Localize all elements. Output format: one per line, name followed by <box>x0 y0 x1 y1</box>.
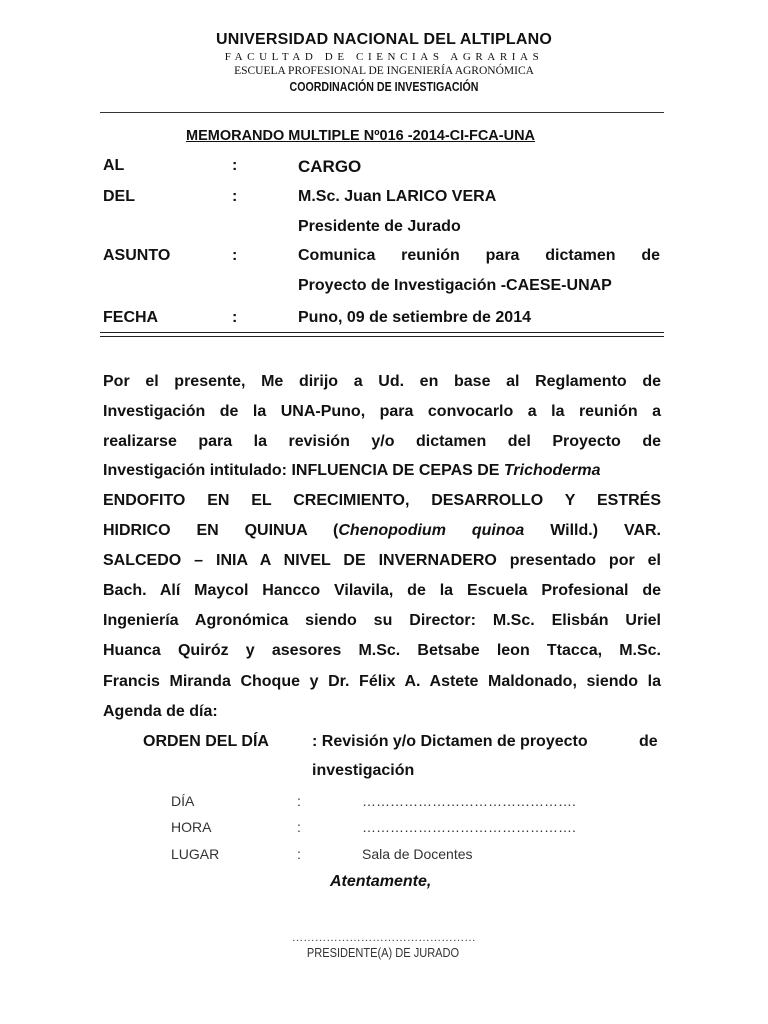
closing-regards: Atentamente, <box>330 873 432 890</box>
time-value: ………………………………………. <box>362 819 576 835</box>
species-trichoderma: Trichoderma <box>503 462 601 479</box>
school-name: ESCUELA PROFESIONAL DE INGENIERÍA AGRONÓMICA <box>234 65 534 77</box>
date-colon: : <box>232 309 238 326</box>
body-line-4-text: Investigación intitulado: INFLUENCIA DE CEPAS DE <box>103 462 504 479</box>
time-label: HORA <box>171 819 212 835</box>
body-line-11: Francis Miranda Choque y Dr. Félix A. Astete Maldonado, siendo la <box>103 673 661 690</box>
subject-value-line-2: Proyecto de Investigación -CAESE-UNAP <box>298 277 612 294</box>
body-line-1: Por el presente, Me dirijo a Ud. en base al Reglamento de <box>103 373 661 390</box>
header-divider <box>100 112 664 113</box>
place-value: Sala de Docentes <box>362 846 473 862</box>
to-label: AL <box>103 157 125 174</box>
coordination-name: COORDINACIÓN DE INVESTIGACIÓN <box>289 80 479 94</box>
agenda-value-line-2: investigación <box>312 762 415 779</box>
body-line-6-text-b: Willd.) VAR. <box>524 522 661 539</box>
date-label: FECHA <box>103 309 159 326</box>
body-line-4 <box>103 462 661 480</box>
memo-title: MEMORANDO MULTIPLE Nº016 -2014-CI-FCA-UNA <box>186 128 536 144</box>
body-line-6 <box>103 522 661 540</box>
place-colon: : <box>297 846 301 862</box>
faculty-name: FACULTAD DE CIENCIAS AGRARIAS <box>224 51 544 63</box>
signature-line: ………………………………………… <box>292 932 476 944</box>
body-line-9: Ingeniería Agronómica siendo su Director: M.Sc. Elisbán Uriel <box>103 612 661 629</box>
agenda-value-line-1: : Revisión y/o Dictamen de proyecto <box>312 733 588 750</box>
day-value: ………………………………………. <box>362 793 576 809</box>
body-line-7: SALCEDO – INIA A NIVEL DE INVERNADERO presentado por el <box>103 552 661 569</box>
body-line-10: Huanca Quiróz y asesores M.Sc. Betsabe leon Ttacca, M.Sc. <box>103 642 661 659</box>
subject-value-line-1: Comunica reunión para dictamen de <box>298 247 660 264</box>
agenda-value-line-1-end: de <box>639 733 658 750</box>
from-value-role: Presidente de Jurado <box>298 218 461 235</box>
body-line-5: ENDOFITO EN EL CRECIMIENTO, DESARROLLO Y ESTRÉS <box>103 492 661 509</box>
day-colon: : <box>297 793 301 809</box>
header-double-divider <box>100 332 664 337</box>
agenda-label: ORDEN DEL DÍA <box>143 733 269 750</box>
place-label: LUGAR <box>171 846 220 862</box>
day-label: DÍA <box>171 793 195 809</box>
body-line-6-text-a: HIDRICO EN QUINUA ( <box>103 522 339 539</box>
body-line-2: Investigación de la UNA-Puno, para convocarlo a la reunión a <box>103 403 661 420</box>
from-colon: : <box>232 188 238 205</box>
body-line-3: realizarse para la revisión y/o dictamen del Proyecto de <box>103 433 661 450</box>
date-value: Puno, 09 de setiembre de 2014 <box>298 309 531 326</box>
to-colon: : <box>232 157 238 174</box>
subject-colon: : <box>232 247 238 264</box>
from-value-name: M.Sc. Juan LARICO VERA <box>298 188 497 205</box>
body-line-12: Agenda de día: <box>103 703 218 720</box>
subject-label: ASUNTO <box>103 247 171 264</box>
signature-label: PRESIDENTE(A) DE JURADO <box>306 945 460 960</box>
time-colon: : <box>297 819 301 835</box>
from-label: DEL <box>103 188 135 205</box>
body-line-8: Bach. Alí Maycol Hancco Vilavila, de la Escuela Profesional de <box>103 582 661 599</box>
to-value: CARGO <box>298 157 362 176</box>
university-name: UNIVERSIDAD NACIONAL DEL ALTIPLANO <box>216 31 552 48</box>
species-chenopodium: Chenopodium quinoa <box>338 522 525 539</box>
